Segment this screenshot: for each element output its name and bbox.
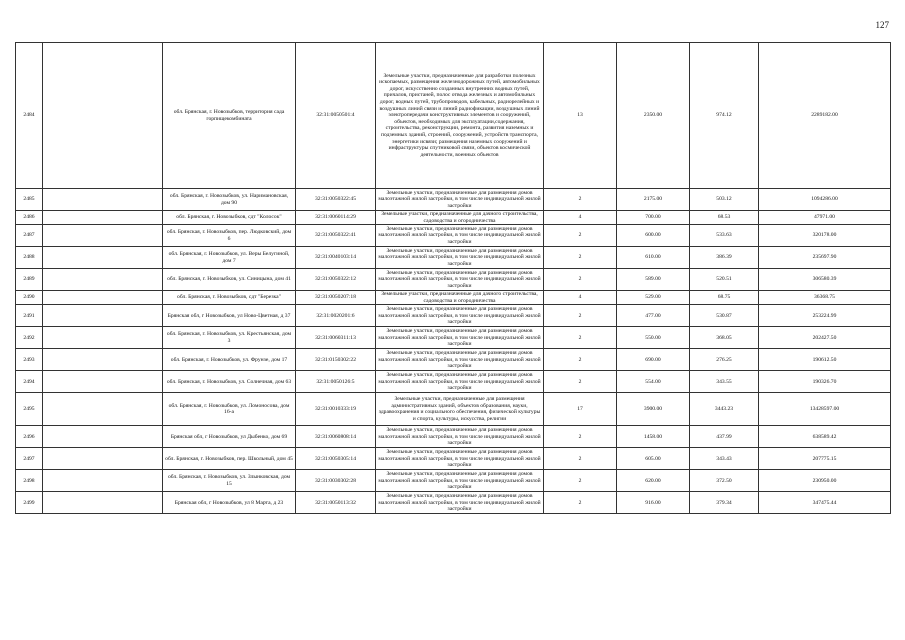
address-cell: Брянская обл, г Новозыбков, ул Дыбенко, дом 69 xyxy=(163,426,296,448)
table-row xyxy=(16,448,891,470)
area-cell: 2175.00 xyxy=(617,189,690,211)
specific-value-cell: 379.34 xyxy=(690,492,759,514)
area-cell: 600.00 xyxy=(617,225,690,247)
address-cell: обл. Брянская, г. Новозыбков, ул. Злынковская, дом 15 xyxy=(163,470,296,492)
page-number: 127 xyxy=(875,20,889,30)
cadastral-number-cell: 32:31:0050305:14 xyxy=(296,448,376,470)
empty-cell xyxy=(43,189,163,211)
use-code-cell: 2 xyxy=(544,269,617,291)
use-code-cell: 2 xyxy=(544,225,617,247)
empty-cell xyxy=(43,371,163,393)
specific-value-cell: 3443.23 xyxy=(690,393,759,426)
address-cell: обл. Брянская, г. Новозыбков, ул. Наримановская, дом 90 xyxy=(163,189,296,211)
table-row xyxy=(16,291,891,305)
empty-cell xyxy=(43,269,163,291)
row-number-cell: 2484 xyxy=(16,43,43,189)
permitted-use-cell: Земельные участки, предназначенные для размещения домов малоэтажной жилой застройки, в том числе индивидуальной жилой застройки xyxy=(376,247,544,269)
row-number-cell: 2485 xyxy=(16,189,43,211)
use-code-cell: 2 xyxy=(544,470,617,492)
area-cell: 1458.00 xyxy=(617,426,690,448)
specific-value-cell: 68.75 xyxy=(690,291,759,305)
cadastral-value-cell: 1094286.00 xyxy=(759,189,891,211)
use-code-cell: 2 xyxy=(544,305,617,327)
row-number-cell: 2491 xyxy=(16,305,43,327)
use-code-cell: 2 xyxy=(544,247,617,269)
permitted-use-cell: Земельные участки, предназначенные для размещения домов малоэтажной жилой застройки, в том числе индивидуальной жилой застройки xyxy=(376,470,544,492)
cadastral-value-cell: 47971.00 xyxy=(759,211,891,225)
row-number-cell: 2493 xyxy=(16,349,43,371)
cadastral-value-cell: 190612.50 xyxy=(759,349,891,371)
specific-value-cell: 530.87 xyxy=(690,305,759,327)
row-number-cell: 2494 xyxy=(16,371,43,393)
cadastral-number-cell: 32:31:0040103:14 xyxy=(296,247,376,269)
cadastral-value-cell: 253224.99 xyxy=(759,305,891,327)
permitted-use-cell: Земельные участки, предназначенные для разработки полезных ископаемых, размещения железнодорожных путей, автомобильных дорог, искусственно созданных внутренних водных путей, причалов, пристаней, полос отвода железных и автомобильных дорог, водных путей, трубопроводов, кабельных, радиорелейных и воздушных линий связи и линий радиофикации, воздушных линий электропередачи конструктивных элементов и сооружений, объектов, необходимых для эксплуатации,содержания, строительства, реконструкции, ремонта, развития наземных и подземных зданий, строений, сооружений, устройств транспорта, энергетики исвязи; размещения наземных сооружений и инфраструктуры спутниковой связи, объектов космической деятельности, военных объектов xyxy=(376,43,544,189)
empty-cell xyxy=(43,305,163,327)
cadastral-number-cell: 32:31:0050322:45 xyxy=(296,189,376,211)
area-cell: 610.00 xyxy=(617,247,690,269)
address-cell: обл. Брянская, г. Новозыбков, ул. Солнечная, дом 63 xyxy=(163,371,296,393)
address-cell: обл. Брянская, г. Новозыбков, территория сада горпищекомбината xyxy=(163,43,296,189)
cadastral-value-cell: 347475.44 xyxy=(759,492,891,514)
permitted-use-cell: Земельные участки, предназначенные для размещения домов малоэтажной жилой застройки, в том числе индивидуальной жилой застройки xyxy=(376,492,544,514)
cadastral-number-cell: 32:31:0060311:13 xyxy=(296,327,376,349)
cadastral-number-cell: 32:31:0150302:22 xyxy=(296,349,376,371)
empty-cell xyxy=(43,349,163,371)
row-number-cell: 2498 xyxy=(16,470,43,492)
area-cell: 550.00 xyxy=(617,327,690,349)
cadastral-value-cell: 306580.39 xyxy=(759,269,891,291)
cadastral-number-cell: 32:31:0050113:32 xyxy=(296,492,376,514)
use-code-cell: 2 xyxy=(544,448,617,470)
cadastral-number-cell: 32:31:0050207:18 xyxy=(296,291,376,305)
address-cell: Брянская обл, г Новозыбков, ул Ново-Цветная, д 37 xyxy=(163,305,296,327)
empty-cell xyxy=(43,291,163,305)
empty-cell xyxy=(43,426,163,448)
permitted-use-cell: Земельные участки, предназначенные для размещения домов малоэтажной жилой застройки, в том числе индивидуальной жилой застройки xyxy=(376,426,544,448)
specific-value-cell: 533.63 xyxy=(690,225,759,247)
table-row xyxy=(16,371,891,393)
specific-value-cell: 368.05 xyxy=(690,327,759,349)
permitted-use-cell: Земельные участки, предназначенные для дачного строительства, садоводства и огородничества xyxy=(376,211,544,225)
specific-value-cell: 503.12 xyxy=(690,189,759,211)
cadastral-value-table xyxy=(15,42,891,514)
permitted-use-cell: Земельные участки, предназначенные для размещения домов малоэтажной жилой застройки, в том числе индивидуальной жилой застройки xyxy=(376,448,544,470)
specific-value-cell: 386.39 xyxy=(690,247,759,269)
permitted-use-cell: Земельные участки, предназначенные для размещения домов малоэтажной жилой застройки, в том числе индивидуальной жилой застройки xyxy=(376,269,544,291)
table-row xyxy=(16,247,891,269)
area-cell: 529.00 xyxy=(617,291,690,305)
permitted-use-cell: Земельные участки, предназначенные для размещения домов малоэтажной жилой застройки, в том числе индивидуальной жилой застройки xyxy=(376,327,544,349)
cadastral-number-cell: 32:31:0020201:6 xyxy=(296,305,376,327)
address-cell: Брянская обл, г Новозыбков, ул 8 Марта, д 23 xyxy=(163,492,296,514)
table-row xyxy=(16,189,891,211)
area-cell: 620.00 xyxy=(617,470,690,492)
use-code-cell: 2 xyxy=(544,371,617,393)
area-cell: 477.00 xyxy=(617,305,690,327)
permitted-use-cell: Земельные участки, предназначенные для дачного строительства, садоводства и огородничества xyxy=(376,291,544,305)
table-row xyxy=(16,211,891,225)
cadastral-value-cell: 13428597.00 xyxy=(759,393,891,426)
area-cell: 2350.00 xyxy=(617,43,690,189)
cadastral-value-cell: 320178.00 xyxy=(759,225,891,247)
specific-value-cell: 343.43 xyxy=(690,448,759,470)
address-cell: обл. Брянская, г. Новозыбков, сдт "Колосок" xyxy=(163,211,296,225)
empty-cell xyxy=(43,247,163,269)
table-row xyxy=(16,349,891,371)
area-cell: 700.00 xyxy=(617,211,690,225)
empty-cell xyxy=(43,327,163,349)
permitted-use-cell: Земельные участки, предназначенные для размещения домов малоэтажной жилой застройки, в том числе индивидуальной жилой застройки xyxy=(376,349,544,371)
table-row xyxy=(16,393,891,426)
cadastral-number-cell: 32:31:0050322:12 xyxy=(296,269,376,291)
permitted-use-cell: Земельные участки, предназначенные для размещения домов малоэтажной жилой застройки, в том числе индивидуальной жилой застройки xyxy=(376,305,544,327)
row-number-cell: 2492 xyxy=(16,327,43,349)
table-row xyxy=(16,492,891,514)
specific-value-cell: 343.55 xyxy=(690,371,759,393)
empty-cell xyxy=(43,43,163,189)
cadastral-number-cell: 32:31:0060114:29 xyxy=(296,211,376,225)
address-cell: обл. Брянская, г. Новозыбков, ул. Крестьянская, дом 3 xyxy=(163,327,296,349)
area-cell: 3900.00 xyxy=(617,393,690,426)
cadastral-number-cell: 32:31:0050126:5 xyxy=(296,371,376,393)
row-number-cell: 2486 xyxy=(16,211,43,225)
specific-value-cell: 520.51 xyxy=(690,269,759,291)
cadastral-value-cell: 235697.90 xyxy=(759,247,891,269)
address-cell: обл. Брянская, г. Новозыбков, ул. Фрунзе, дом 17 xyxy=(163,349,296,371)
area-cell: 916.00 xyxy=(617,492,690,514)
use-code-cell: 2 xyxy=(544,426,617,448)
row-number-cell: 2488 xyxy=(16,247,43,269)
cadastral-value-cell: 638589.42 xyxy=(759,426,891,448)
area-cell: 605.00 xyxy=(617,448,690,470)
address-cell: обл. Брянская, г. Новозыбков, сдт "Березка" xyxy=(163,291,296,305)
cadastral-number-cell: 32:31:0050501:4 xyxy=(296,43,376,189)
table-row xyxy=(16,426,891,448)
use-code-cell: 13 xyxy=(544,43,617,189)
table-row xyxy=(16,470,891,492)
empty-cell xyxy=(43,211,163,225)
cadastral-value-cell: 190326.70 xyxy=(759,371,891,393)
row-number-cell: 2499 xyxy=(16,492,43,514)
cadastral-number-cell: 32:31:0010333:19 xyxy=(296,393,376,426)
empty-cell xyxy=(43,448,163,470)
empty-cell xyxy=(43,393,163,426)
permitted-use-cell: Земельные участки, предназначенные для размещения домов малоэтажной жилой застройки, в том числе индивидуальной жилой застройки xyxy=(376,189,544,211)
use-code-cell: 4 xyxy=(544,211,617,225)
specific-value-cell: 974.12 xyxy=(690,43,759,189)
empty-cell xyxy=(43,492,163,514)
area-cell: 554.00 xyxy=(617,371,690,393)
row-number-cell: 2497 xyxy=(16,448,43,470)
row-number-cell: 2487 xyxy=(16,225,43,247)
row-number-cell: 2489 xyxy=(16,269,43,291)
use-code-cell: 2 xyxy=(544,189,617,211)
specific-value-cell: 437.99 xyxy=(690,426,759,448)
table-row xyxy=(16,225,891,247)
cadastral-number-cell: 32:31:0030302:28 xyxy=(296,470,376,492)
permitted-use-cell: Земельные участки, предназначенные для размещения домов малоэтажной жилой застройки, в том числе индивидуальной жилой застройки xyxy=(376,371,544,393)
use-code-cell: 4 xyxy=(544,291,617,305)
use-code-cell: 2 xyxy=(544,349,617,371)
area-cell: 589.00 xyxy=(617,269,690,291)
empty-cell xyxy=(43,470,163,492)
cadastral-value-cell: 207775.15 xyxy=(759,448,891,470)
table-row xyxy=(16,305,891,327)
table-row xyxy=(16,43,891,189)
address-cell: обл. Брянская, г. Новозыбков, пер. Людковский, дом 6 xyxy=(163,225,296,247)
row-number-cell: 2495 xyxy=(16,393,43,426)
table-row xyxy=(16,269,891,291)
use-code-cell: 2 xyxy=(544,327,617,349)
area-cell: 690.00 xyxy=(617,349,690,371)
cadastral-number-cell: 32:31:0060808:14 xyxy=(296,426,376,448)
cadastral-value-cell: 230950.00 xyxy=(759,470,891,492)
use-code-cell: 2 xyxy=(544,492,617,514)
row-number-cell: 2496 xyxy=(16,426,43,448)
address-cell: обл. Брянская, г. Новозыбков, ул. Синицына, дом 41 xyxy=(163,269,296,291)
cadastral-value-cell: 2289182.00 xyxy=(759,43,891,189)
permitted-use-cell: Земельные участки, предназначенные для размещения домов малоэтажной жилой застройки, в том числе индивидуальной жилой застройки xyxy=(376,225,544,247)
cadastral-number-cell: 32:31:0050322:41 xyxy=(296,225,376,247)
table-row xyxy=(16,327,891,349)
use-code-cell: 17 xyxy=(544,393,617,426)
specific-value-cell: 68.53 xyxy=(690,211,759,225)
specific-value-cell: 372.50 xyxy=(690,470,759,492)
table-body xyxy=(16,43,891,514)
address-cell: обл. Брянская, г. Новозыбков, ул. Ломоносова, дом 16-а xyxy=(163,393,296,426)
address-cell: обл. Брянская, г. Новозыбков, ул. Веры Белугиной, дом 7 xyxy=(163,247,296,269)
specific-value-cell: 276.25 xyxy=(690,349,759,371)
row-number-cell: 2490 xyxy=(16,291,43,305)
permitted-use-cell: Земельные участки, предназначенные для размещения административных зданий, объектов образования, науки, здравоохранения и социального обеспечения, физической культуры и спорта, культуры, искусства, религии xyxy=(376,393,544,426)
cadastral-value-cell: 36368.75 xyxy=(759,291,891,305)
cadastral-value-cell: 202427.50 xyxy=(759,327,891,349)
empty-cell xyxy=(43,225,163,247)
address-cell: обл. Брянская, г. Новозыбков, пер. Школьный, дом 45 xyxy=(163,448,296,470)
